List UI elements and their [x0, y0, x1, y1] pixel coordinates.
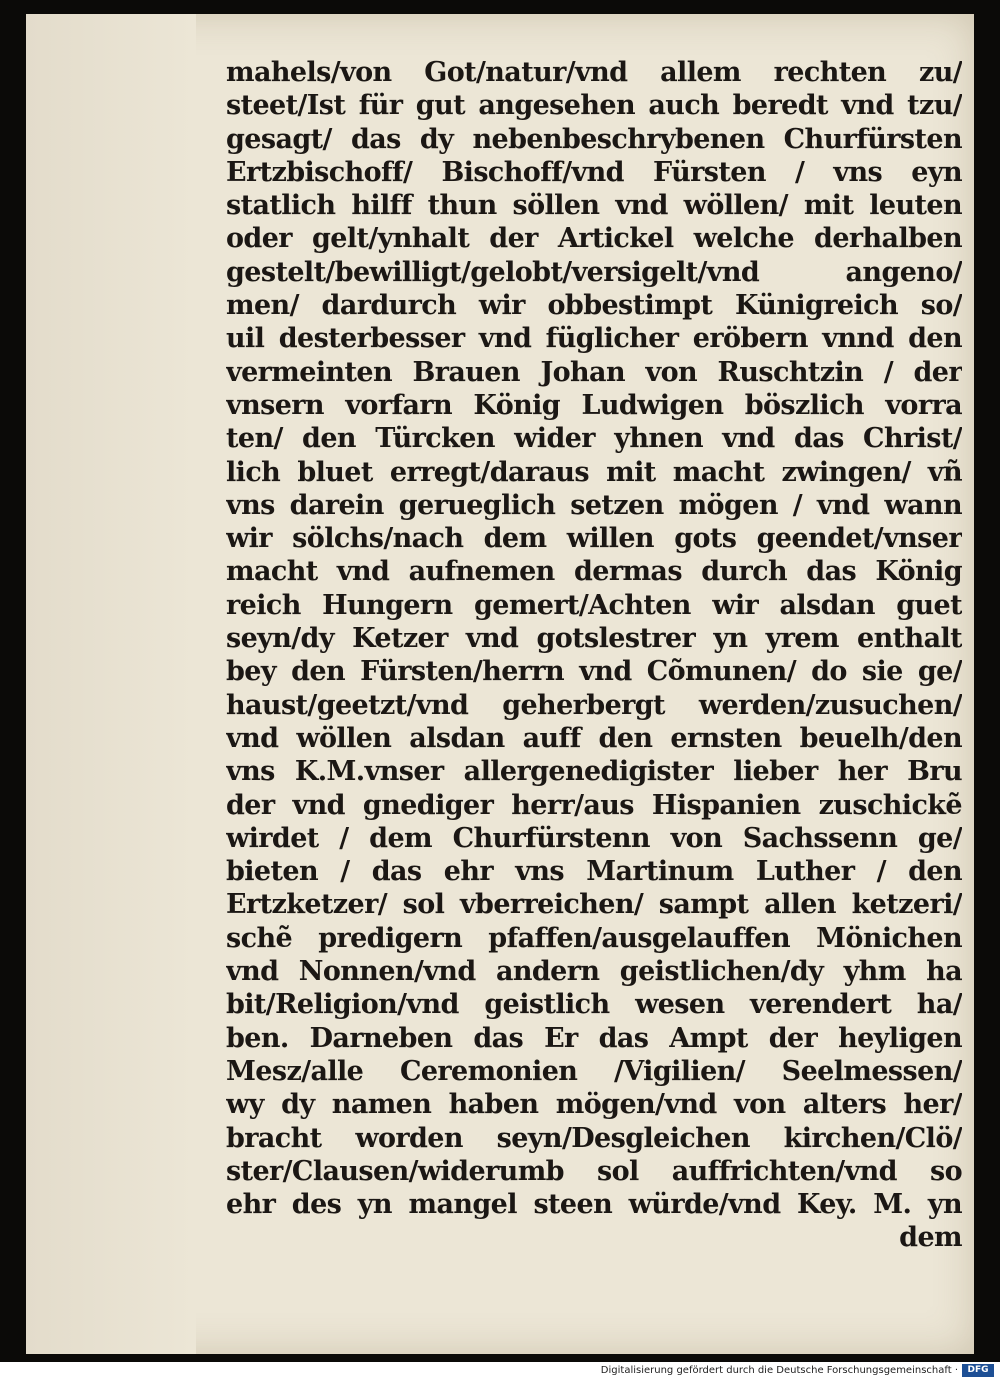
text-line: mahels/von Got/natur/vnd allem rechten zu/ — [226, 57, 962, 88]
text-line: wy dy namen haben mögen/vnd von alters her/ — [226, 1089, 962, 1121]
page-text-block — [226, 56, 962, 1255]
text-line: vnsern vorfarn König Ludwigen böszlich vorra — [226, 389, 962, 421]
text-line: schẽ predigern pfaffen/ausgelauffen Mönichen — [226, 922, 962, 954]
text-line: men/ dardurch wir obbestimpt Künigreich so/ — [226, 290, 962, 322]
text-line: ehr des yn mangel steen würde/vnd Key. M. yn — [226, 1189, 962, 1221]
text-line: uil desterbesser vnd füglicher eröbern vnnd den — [226, 323, 962, 355]
text-line: steet/Ist für gut angesehen auch beredt vnd tzu/ — [226, 90, 962, 122]
text-line: wirdet / dem Churfürstenn von Sachssenn ge/ — [226, 822, 962, 854]
text-line: Mesz/alle Ceremonien /Vigilien/ Seelmessen/ — [226, 1055, 962, 1087]
text-line: wir sölchs/nach dem willen gots geendet/vnser — [226, 523, 962, 555]
text-line: vermeinten Brauen Johan von Ruschtzin / der — [226, 356, 962, 388]
dfg-logo-icon: DFG — [962, 1364, 994, 1377]
text-line: vns darein gerueglich setzen mögen / vnd wann — [226, 489, 962, 521]
text-line: reich Hungern gemert/Achten wir alsdan guet — [226, 589, 962, 621]
text-line: oder gelt/ynhalt der Artickel welche derhalben — [226, 223, 962, 255]
digitization-footer — [0, 1362, 1000, 1379]
text-line: vns K.M.vnser allergenedigister lieber her Bru — [226, 756, 962, 788]
text-line: statlich hilff thun söllen vnd wöllen/ mit leuten — [226, 190, 962, 222]
footer-credit: Digitalisierung gefördert durch die Deutsche Forschungsgemeinschaft · — [600, 1365, 958, 1376]
text-line: macht vnd aufnemen dermas durch das König — [226, 556, 962, 588]
page-margin — [26, 14, 196, 1354]
text-line: seyn/dy Ketzer vnd gotslestrer yn yrem enthalt — [226, 623, 962, 655]
text-line: gesagt/ das dy nebenbeschrybenen Churfürsten — [226, 123, 962, 155]
text-line: der vnd gnediger herr/aus Hispanien zuschickẽ — [226, 789, 962, 821]
text-line: bracht worden seyn/Desgleichen kirchen/Clö/ — [226, 1122, 962, 1154]
text-line: ten/ den Türcken wider yhnen vnd das Christ/ — [226, 423, 962, 455]
text-line: ben. Darneben das Er das Ampt der heyligen — [226, 1022, 962, 1054]
text-line: bit/Religion/vnd geistlich wesen verendert ha/ — [226, 989, 962, 1021]
text-line: bieten / das ehr vns Martinum Luther / den — [226, 856, 962, 888]
text-line: Ertzbischoff/ Bischoff/vnd Fürsten / vns eyn — [226, 156, 962, 188]
text-line: vnd Nonnen/vnd andern geistlichen/dy yhm ha — [226, 956, 962, 988]
book-page — [26, 14, 974, 1354]
text-line: gestelt/bewilligt/gelobt/versigelt/vnd angeno/ — [226, 256, 962, 288]
catchword: dem — [899, 1222, 962, 1254]
text-line: haust/geetzt/vnd geherbergt werden/zusuchen/ — [226, 689, 962, 721]
text-line: vnd wöllen alsdan auff den ernsten beuelh/den — [226, 722, 962, 754]
text-line: ster/Clausen/widerumb sol auffrichten/vnd so — [226, 1155, 962, 1187]
text-line: bey den Fürsten/herrn vnd Cõmunen/ do sie ge/ — [226, 656, 962, 688]
text-line: lich bluet erregt/daraus mit macht zwingen/ vñ — [226, 456, 962, 488]
text-line: Ertzketzer/ sol vberreichen/ sampt allen ketzeri/ — [226, 889, 962, 921]
